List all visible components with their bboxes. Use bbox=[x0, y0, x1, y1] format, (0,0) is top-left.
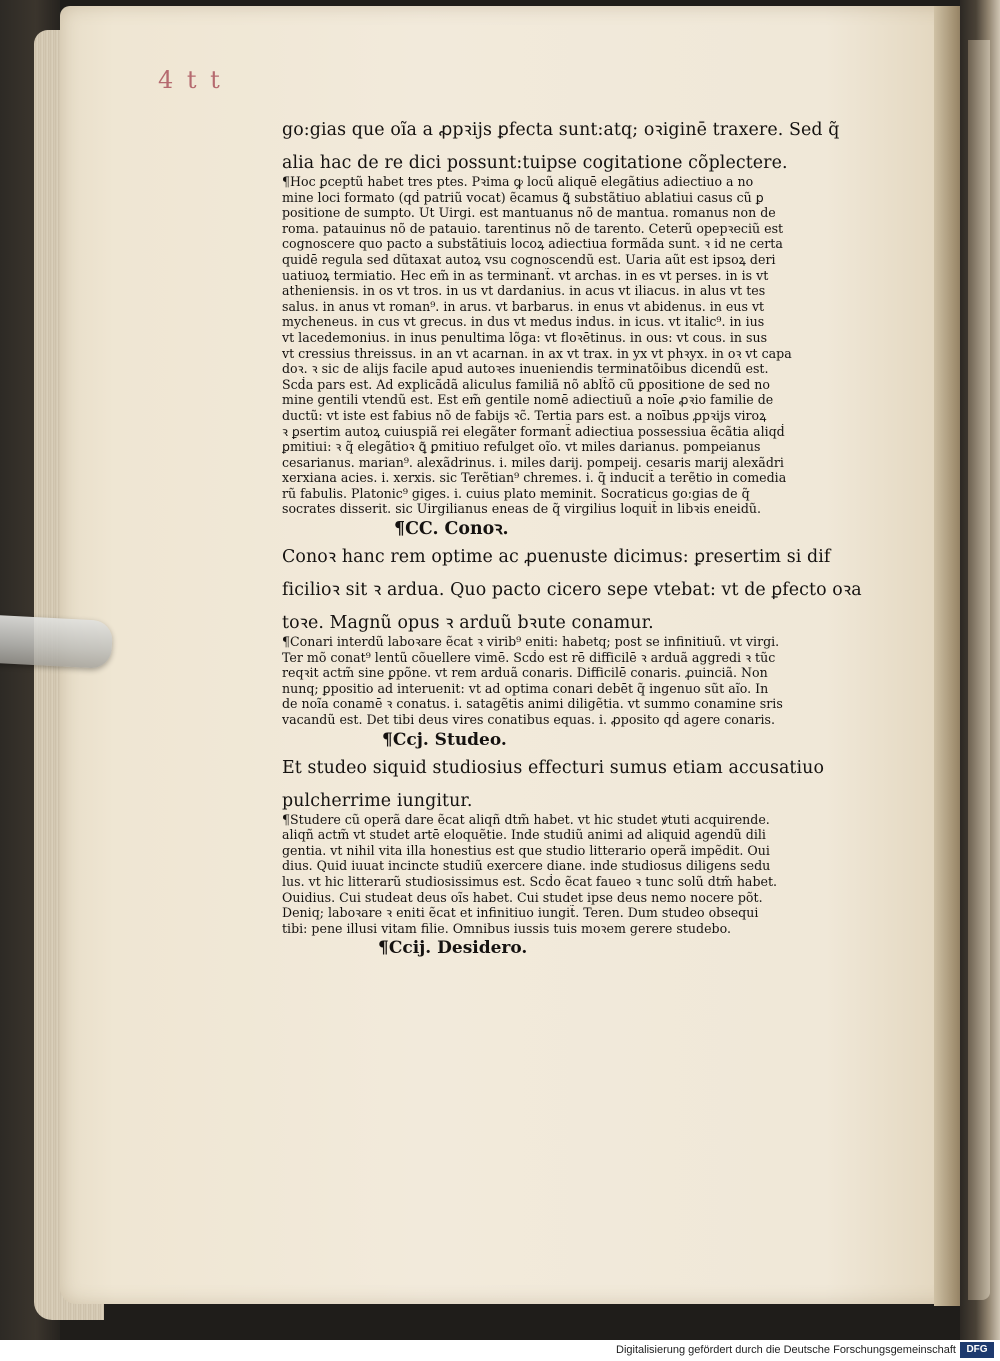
section-heading: ¶CC. Conoꝛ. bbox=[394, 519, 509, 540]
text-line: alia hac de re dici possunt:tuipse cogitatione cõplectere. bbox=[282, 153, 788, 173]
commentary-line: rũ fabulis. Platonic⁹ giges. i. cuius plato meminit. Socraticus go:gias de q̃ bbox=[282, 485, 750, 501]
commentary-line: de noĩa conamē ꝛ conatus. i. satagẽtis animi diligẽtia. vt summo conamine sris bbox=[282, 696, 783, 712]
commentary-line: roma. patauinus nõ de patauio. tarentinus nõ de tarento. Ceterũ opepꝛeciũ est bbox=[282, 220, 784, 236]
commentary-line: cognoscere quo pacto a substãtiuis locoꝝ adiectiua formãda sunt. ꝛ id ne certa bbox=[282, 236, 783, 252]
commentary-line: quidē regula sed dũtaxat autoꝝ vsu cognoscendũ est. Uaria aũt est ipsoꝝ deri bbox=[282, 251, 776, 267]
commentary-line: aliqñ actm̃ vt studet artē eloquẽtie. Inde studiũ animi ad aliquid agendũ dili bbox=[282, 827, 766, 843]
commentary-line: ¶Studere cũ operã dare ẽcat aliqñ dtm̃ habet. vt hic studet ꝟtuti acquirende. bbox=[282, 811, 770, 827]
commentary-line: xerxiana acies. i. xerxis. sic Terẽtian⁹ chremes. i. q̃ inducit̃ a terẽtio in comedia bbox=[282, 470, 787, 486]
facing-page-edge bbox=[968, 40, 990, 1300]
text-line: ficilioꝛ sit ꝛ ardua. Quo pacto cicero sepe vtebat̃: vt de ꝑfecto oꝛa bbox=[282, 580, 862, 601]
commentary-line: gentia. vt nihil vita illa honestius est que studio litterario operã impẽdit. Oui bbox=[282, 842, 770, 858]
text-line: pulcherrime iungitur. bbox=[282, 790, 473, 811]
section-heading: ¶Ccij. Desidero. bbox=[378, 938, 528, 959]
commentary-line: tibi: pene illusi vitam filie. Omnibus iussis tuis moꝛem gerere studebo. bbox=[282, 920, 731, 936]
commentary-line: ¶Conari interdũ laboꝛare ẽcat ꝛ virib⁹ eniti: habetq; post se infinitiuũ. vt virgi. bbox=[282, 634, 780, 650]
commentary-line: mycheneus. in cus vt grecus. in dus vt medus indus. in icus. vt italic⁹. in ius bbox=[282, 314, 765, 330]
commentary-line: vt lacedemonius. in inus penultima lõga: vt floꝛētinus. in ous: vt cous. in sus bbox=[282, 329, 768, 345]
page-clamp bbox=[0, 615, 113, 669]
commentary-line: Ter mõ conat⁹ lentũ cõuellere vimē. Scḋo est rē difficilē ꝛ arduã aggredi ꝛ tũc bbox=[282, 649, 776, 665]
page-text bbox=[282, 120, 910, 960]
commentary-line: Deniq; laboꝛare ꝛ eniti ẽcat et infinitiuo iungit̃. Teren. Dum studeo obsequi bbox=[282, 905, 759, 921]
commentary-line: doꝛ. ꝛ sic de alijs facile apud autoꝛes inueniendis terminatõibus dicendũ est. bbox=[282, 361, 769, 377]
footer-credit: Digitalisierung gefördert durch die Deutsche Forschungsgemeinschaft bbox=[616, 1344, 956, 1356]
commentary-line: ductũ: vt iste est fabius nõ de fabijs ꝛc̃. Tertia pars est. a noībus ꝓpꝛijs viroꝝ bbox=[282, 407, 767, 423]
text-line: toꝛe. Magnũ opus ꝛ arduũ bꝛute conamur. bbox=[282, 613, 654, 634]
commentary-line: vacandũ est. Det tibi deus vires conatibus equas. i. ꝓposito qḋ agere conaris. bbox=[282, 712, 775, 728]
commentary-line: socrates disserit. sic Uirgilianus eneas de q̃ virgilius loquit̃ in libꝛis eneidũ. bbox=[282, 501, 762, 517]
commentary-line: Ouidius. Cui studeat deus oĩs habet. Cui studet ipse deus nemo nocere põt. bbox=[282, 889, 763, 905]
commentary-line: Scḋa pars est. Ad explicãdã aliculus familiã nõ ablt̃õ cũ ꝑpositione de sed no bbox=[282, 376, 770, 392]
commentary-line: reqꝛit actm̃ sine ꝑpõne. vt rem arduã conaris. Difficilē conaris. ꝓuinciã. Non bbox=[282, 665, 768, 681]
folio-number: 4 t t bbox=[158, 66, 223, 94]
text-line: go:gias que oĩa a ꝓpꝛijs ꝑfecta sunt:atq; oꝛiginē traxere. Sed q̃ bbox=[282, 120, 840, 140]
commentary-line: vt cressius threissus. in an vt acarnan. in ax vt trax. in yx vt phꝛyx. in oꝛ vt capa bbox=[282, 345, 792, 361]
commentary-line: lus. vt hic litterarũ studiosissimus est. Scḋo ẽcat faueo ꝛ tunc solũ dtm̃ habet. bbox=[282, 874, 778, 889]
dfg-logo: DFG bbox=[960, 1342, 994, 1358]
commentary-line: ¶Hoc ꝑceptũ habet tres ptes. Pꝛima ꝙ locũ aliquē elegãtius adiectiuo a no bbox=[282, 174, 754, 189]
commentary-line: ꝑmitiui: ꝛ q̃ elegãtioꝛ ꝗ̃ ꝑmitiuo refulget oĩo. vt miles darianus. pompeianus bbox=[282, 439, 761, 455]
commentary-line: nunq; ꝑpositio ad interuenit: vt ad optima conari debēt q̃ ingenuo sũt aĩo. In bbox=[282, 680, 769, 696]
commentary-line: mine gentili vtendũ est. Est em̃ gentile nomē adiectiuũ a noīe ꝓꝛio familie de bbox=[282, 392, 774, 408]
text-line: Conoꝛ hanc rem optime ac ꝓuenuste dicimus: ꝑresertim si dif bbox=[282, 547, 831, 568]
section-heading: ¶Ccj. Studeo. bbox=[382, 729, 507, 750]
commentary-line: ꝛ ꝑsertim autoꝝ cuiuspiã rei elegãter formant̃ adiectiua possessiua ẽcãtia aliqḋ bbox=[282, 423, 785, 439]
commentary-line: salus. in anus vt roman⁹. in arus. vt barbarus. in enus vt abidenus. in eus vt bbox=[282, 298, 765, 314]
commentary-line: atheniensis. in os vt tros. in us vt dardanius. in acus vt iliacus. in alus vt tes bbox=[282, 283, 766, 299]
commentary-line: cesarianus. marian⁹. alexãdrinus. i. miles darij. pompeij. cesaris marij alexãdri bbox=[282, 454, 784, 470]
commentary-line: dius. Quid iuuat incincte studiũ exercere diane. inde studiosus diligens sedu bbox=[282, 858, 771, 874]
commentary-line: uatiuoꝝ termiatio. Hec em̃ in as terminant̃. vt archas. in es vt perses. in is vt bbox=[282, 267, 769, 283]
commentary-line: positione de sumpto. Ut Uirgi. est mantuanus nõ de mantua. romanus non de bbox=[282, 205, 776, 221]
text-line: Et studeo siquid studiosius effecturi sumus etiam accusatiuo bbox=[282, 757, 825, 778]
commentary-line: mine loci formato (qḋ patriũ vocat) ẽcamus ꝗ̃ substãtiuo ablatiui casus cũ ꝑ bbox=[282, 189, 764, 205]
